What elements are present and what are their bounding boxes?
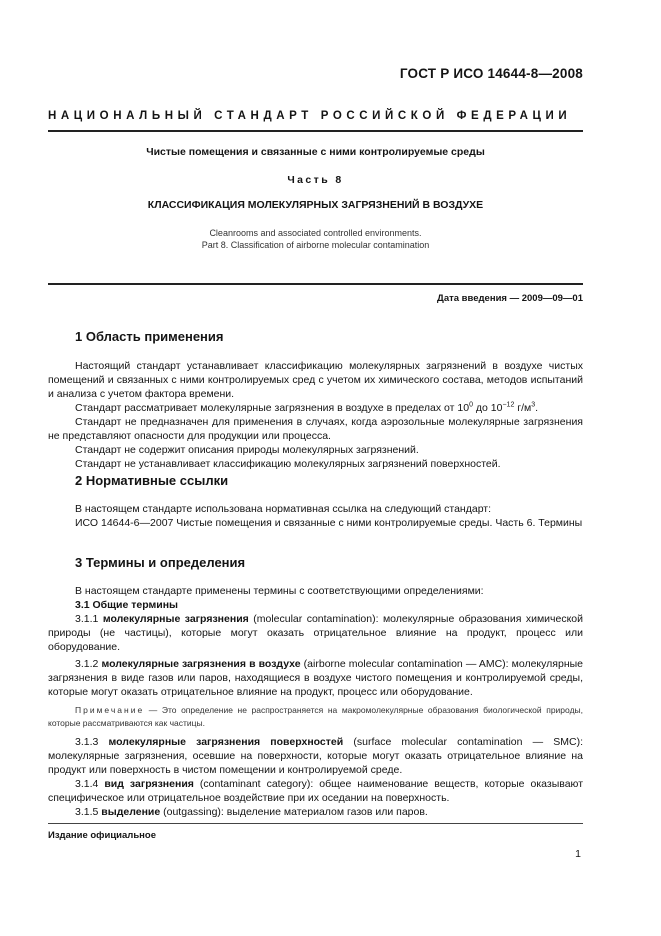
paragraph: Стандарт не устанавливает классификацию молекулярных загрязнений поверхностей. [75, 458, 501, 470]
national-standard-banner: НАЦИОНАЛЬНЫЙ СТАНДАРТ РОССИЙСКОЙ ФЕДЕРАЦИИ [48, 110, 572, 122]
term-3-1-4: 3.1.4 вид загрязнения (contaminant category): общее наименование веществ, которые оказывают специфическое или отрицательное воздействие при их оседании на поверхность. [48, 778, 584, 804]
section-1-body [48, 359, 583, 471]
middle-rule [48, 283, 583, 285]
section-2-body [48, 502, 583, 530]
section-2-heading: 2 Нормативные ссылки [75, 473, 229, 488]
page-number: 1 [575, 848, 581, 860]
paragraph: Стандарт не предназначен для применения в случаях, когда аэрозольные молекулярные загрязнения не представляют опасности для продукции или процесса. [48, 416, 583, 442]
section-3-heading: 3 Термины и определения [75, 555, 246, 570]
term-3-1-2: 3.1.2 молекулярные загрязнения в воздухе (airborne molecular contamination — AMC): молекулярные загрязнения в виде газов или паров, находящиеся в воздухе чистого помещения и контролируемой среды, которые могут оказать отрицательное влияние на продукт, процесс или оборудование. [48, 658, 584, 698]
effective-date: Дата введения — 2009—09—01 [437, 293, 583, 304]
term-3-1-3: 3.1.3 молекулярные загрязнения поверхностей (surface molecular contamination — SMC): молекулярные загрязнения, осевшие на поверхности, которые могут оказать отрицательное влияние на продукт или поверхность в чистом помещении и контролируемой среде. [48, 736, 584, 776]
document-part: Часть 8 [287, 174, 344, 186]
top-rule [48, 130, 583, 132]
document-subtitle: КЛАССИФИКАЦИЯ МОЛЕКУЛЯРНЫХ ЗАГРЯЗНЕНИЙ В ВОЗДУХЕ [147, 199, 484, 211]
paragraph: В настоящем стандарте применены термины с соответствующими определениями: [75, 585, 484, 597]
paragraph: Стандарт рассматривает молекулярные загрязнения в воздухе в пределах от $10^0$ до $10^{-12}$ $г/м^3$. [75, 401, 539, 414]
section-1-heading: 1 Область применения [75, 329, 224, 344]
footer-rule [48, 823, 583, 824]
term-3-1-5: 3.1.5 выделение (outgassing): выделение материалом газов или паров. [75, 806, 428, 818]
english-title-line1: Cleanrooms and associated controlled environments. [209, 228, 422, 238]
paragraph: Стандарт не содержит описания природы молекулярных загрязнений. [75, 444, 419, 456]
term-3-1-1: 3.1.1 молекулярные загрязнения (molecular contamination): молекулярные образования химической природы (не частицы), которые могут оказать отрицательное влияние на продукт, процесс или оборудование. [48, 613, 584, 653]
english-title-line2: Part 8. Classification of airborne molecular contamination [201, 240, 430, 250]
edition-label: Издание официальное [48, 830, 156, 841]
document-title: Чистые помещения и связанные с ними контролируемые среды [146, 146, 485, 158]
section-3-body [48, 584, 583, 819]
paragraph: В настоящем стандарте использована нормативная ссылка на следующий стандарт: [75, 503, 492, 515]
reference-item: ИСО 14644-6—2007 Чистые помещения и связанные с ними контролируемые среды. Часть 6. Термины [75, 517, 583, 529]
note-label: Примечание [75, 705, 145, 715]
note: Примечание — Это определение не распространяется на макромолекулярные образования биологической природы, которые рассматриваются как частицы. [48, 705, 583, 728]
paragraph: Настоящий стандарт устанавливает классификацию молекулярных загрязнений в воздухе чистых помещений и связанных с ними контролируемых сред с учетом их химического состава, методов испытаний и анализа с учетом фактора времени. [48, 360, 583, 400]
document-code: ГОСТ Р ИСО 14644-8—2008 [399, 66, 583, 81]
subsection-heading: 3.1 Общие термины [75, 599, 179, 611]
